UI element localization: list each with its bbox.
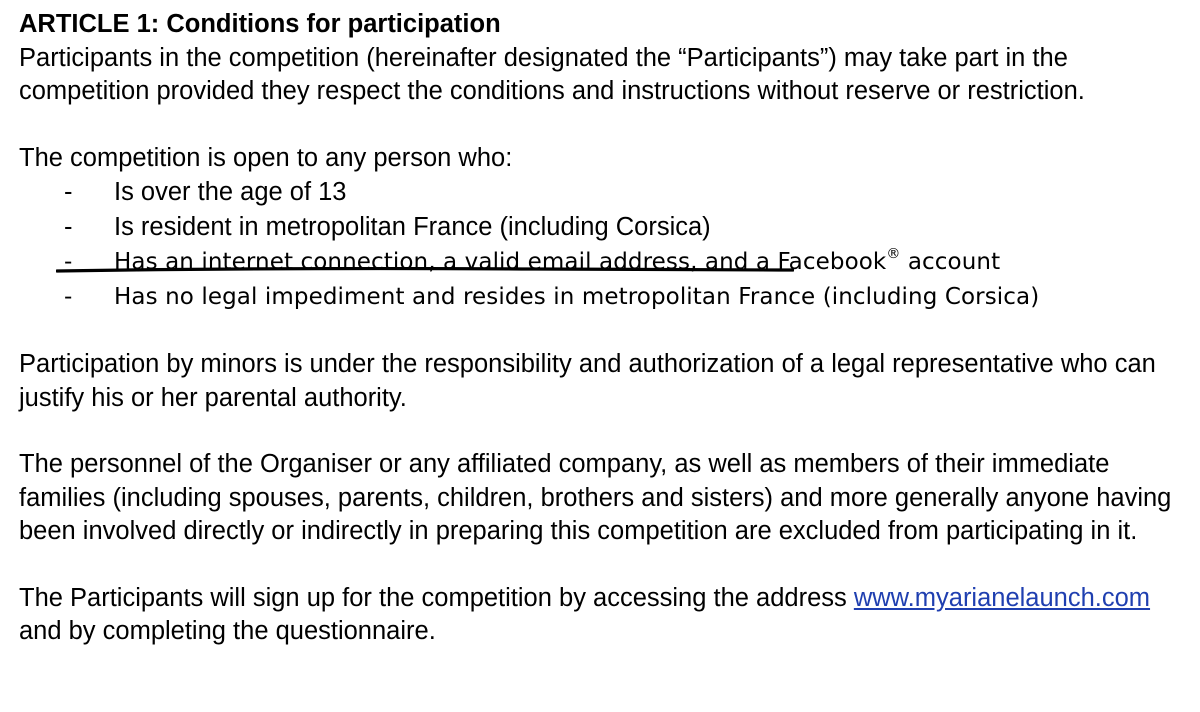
list-item (19, 175, 1194, 210)
signup-paragraph (19, 582, 1194, 649)
list-item (19, 210, 1194, 245)
criterion-legal: Has no legal impediment and resides in metropolitan France (including Corsica) (114, 284, 1040, 310)
list-dash: - (64, 178, 73, 206)
list-dash: - (64, 249, 73, 275)
criterion-internet-text: Has an internet connection, a valid email address, and a Facebook (114, 249, 887, 275)
paragraph-gap (19, 109, 1194, 142)
intro-paragraph: Participants in the competition (hereinafter designated the “Participants”) may take part in the competition provided they respect the conditions and instructions without reserve or restriction. (19, 43, 1085, 105)
article-heading: ARTICLE 1: Conditions for participation (19, 10, 501, 38)
signup-text: The Participants will sign up for the competition by accessing the address (19, 583, 854, 612)
paragraph-gap (19, 315, 1194, 348)
document-body (19, 8, 1194, 649)
list-item (19, 280, 1194, 315)
trademark-symbol: ® (886, 246, 901, 263)
criterion-internet-suffix: account (900, 249, 1001, 275)
list-dash: - (64, 284, 73, 310)
paragraph-gap (19, 415, 1194, 448)
paragraph-gap (19, 549, 1194, 582)
website-link[interactable]: www.myarianelaunch.com (853, 583, 1151, 612)
criterion-age: Is over the age of 13 (114, 178, 347, 206)
criteria-list (19, 175, 1194, 315)
minors-paragraph: Participation by minors is under the responsibility and authorization of a legal representative who can justify his or her parental authority. (19, 350, 1156, 412)
open-to-paragraph: The competition is open to any person who: (19, 143, 513, 172)
exclusion-paragraph: The personnel of the Organiser or any affiliated company, as well as members of their immediate families (including spouses, parents, children, brothers and sisters) and more generally anyone having been involved directly or indirectly in preparing this competition are excluded from participating in it. (19, 450, 1172, 545)
criterion-residence: Is resident in metropolitan France (including Corsica) (114, 213, 711, 241)
list-item (19, 245, 1194, 280)
signup-text-end: and by completing the questionnaire. (19, 617, 436, 645)
list-dash: - (64, 213, 73, 241)
hand-drawn-underline (56, 267, 794, 273)
